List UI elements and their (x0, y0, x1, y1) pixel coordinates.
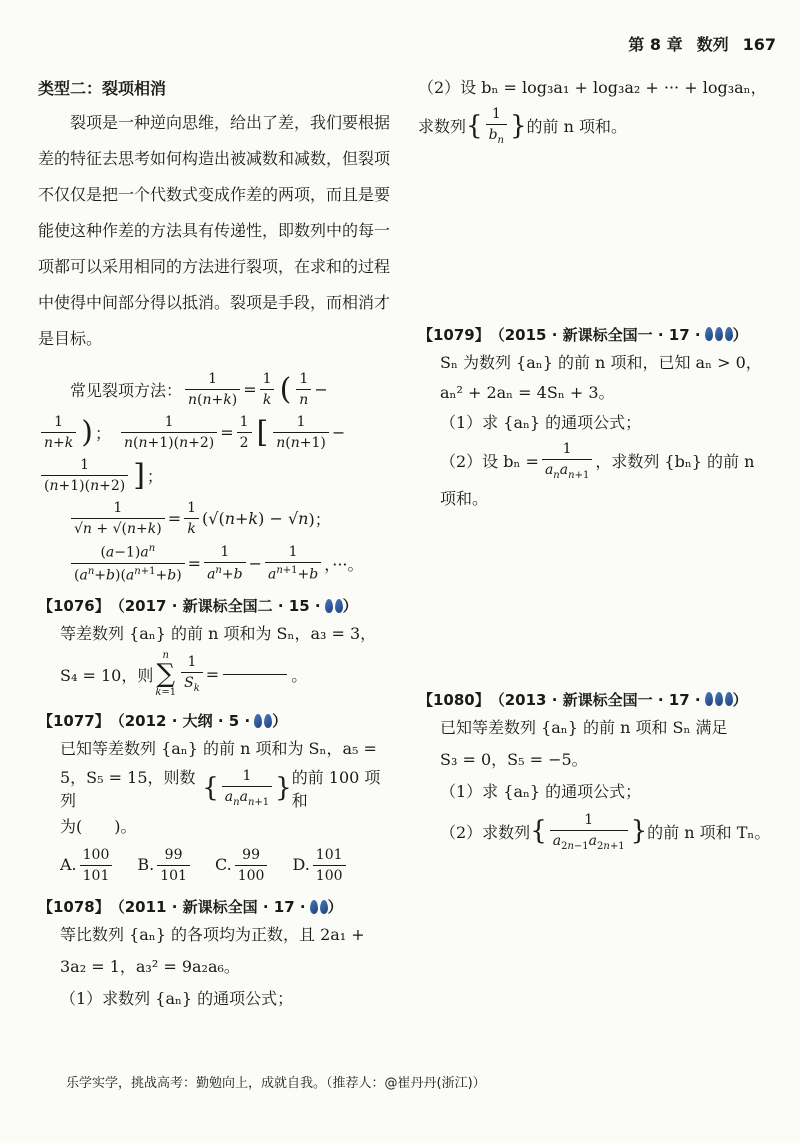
difficulty-icon (725, 692, 733, 706)
answer-blank[interactable] (223, 674, 287, 675)
option-a[interactable]: A. $\frac{100}{101}$ (60, 847, 115, 884)
problem-id: 【1079】 (418, 325, 490, 344)
difficulty-icon (715, 692, 723, 706)
right-column (418, 76, 778, 851)
difficulty-icons (703, 692, 733, 706)
difficulty-icon (264, 714, 272, 728)
difficulty-icons (323, 599, 343, 613)
difficulty-icon (715, 327, 723, 341)
formula-2: $\frac{1}{n+k}$ ) ； $\frac{1}{n(n+1)(n+2)}$ = $\frac{1}{2}$ [ $\frac{1}{n(n+1)}$ − (38, 414, 390, 451)
problem-1079-part-1: （1）求 {aₙ} 的通项公式； (440, 412, 642, 432)
problem-1076-text-1: 等差数列 {aₙ} 的前 n 项和为 Sₙ，a₃ = 3， (60, 624, 377, 644)
chapter-title: 数列 (696, 35, 729, 54)
problem-1077-header: 【1077】 （2012 · 大纲 · 5 · ） (38, 712, 288, 731)
formula-5: $\frac{(a-1)a^n}{(a^n+b)(a^{n+1}+b)}$ = $\frac{1}{a^n+b}$ − $\frac{1}{a^{n+1}+b}$ ，···。 (68, 543, 390, 583)
problem-text: 的前 100 项和 (291, 768, 381, 811)
difficulty-icon (705, 692, 713, 706)
problem-text: 求数列 (418, 117, 467, 137)
problem-text: 5，S₅ = 15，则数列 (60, 768, 196, 811)
problem-1079-text-2: aₙ² + 2aₙ = 4Sₙ + 3。 (440, 382, 615, 402)
problem-1080-header: 【1080】 （2013 · 新课标全国一 · 17 · ） (418, 690, 748, 709)
problem-id: 【1077】 (38, 712, 110, 731)
problem-id: 【1080】 (418, 690, 490, 709)
difficulty-icons (308, 900, 328, 914)
problem-1078-text-1: 等比数列 {aₙ} 的各项均为正数，且 2a₁ + (60, 925, 365, 945)
problem-1079-part-2: （2）设 bₙ = $\frac{1}{a_na_{n+1}}$ ，求数列 {bₙ} 的前 n (440, 440, 755, 481)
difficulty-icons (703, 327, 733, 341)
page-footer: 乐学实学，挑战高考：勤勉向上，成就自我。（推荐人：@崔丹丹(浙江)） (66, 1076, 486, 1091)
problem-text: 的前 n 项和 Tₙ。 (647, 822, 771, 842)
problem-1079-header: 【1079】 （2015 · 新课标全国一 · 17 · ） (418, 325, 748, 344)
formula-3: $\frac{1}{(n+1)(n+2)}$ ] ； (38, 457, 390, 494)
problem-1080-text-1: 已知等差数列 {aₙ} 的前 n 项和 Sₙ 满足 (440, 717, 728, 737)
difficulty-icons (252, 714, 272, 728)
difficulty-icon (254, 714, 262, 728)
problem-id: 【1076】 (38, 597, 110, 616)
problem-1076-text-2: S₄ = 10，则 n ∑ k=1 $\frac{1}{S_k}$ = 。 (60, 650, 308, 699)
problem-1080-part-2: （2）求数列 { $\frac{1}{a_{2n-1}a_{2n+1}}$ } 的前 n 项和 Tₙ。 (440, 811, 771, 852)
problem-1077-text-3: 为( )。 (60, 817, 137, 837)
problem-text: （2）求数列 (440, 822, 531, 842)
problem-text: 的前 n 项和。 (526, 117, 628, 137)
problem-source: （2015 · 新课标全国一 · 17 · (489, 325, 701, 344)
answer-options (60, 847, 390, 884)
left-column (38, 76, 390, 1011)
page-header (628, 32, 776, 55)
problem-1078-part-1: （1）求数列 {aₙ} 的通项公式； (60, 989, 294, 1009)
difficulty-icon (335, 599, 343, 613)
difficulty-icon (705, 327, 713, 341)
difficulty-icon (325, 599, 333, 613)
problem-text: S₄ = 10，则 (60, 665, 154, 685)
problem-1078-text-2: 3a₂ = 1，a₃² = 9a₂a₆。 (60, 957, 240, 977)
problem-text: （2）设 bₙ = (440, 452, 539, 472)
methods-label: 常见裂项方法： (70, 381, 183, 400)
problem-1078-header: 【1078】 （2011 · 新课标全国 · 17 · ） (38, 898, 343, 917)
problem-source: （2013 · 新课标全国一 · 17 · (489, 690, 701, 709)
problem-1079-part-2-end: 项和。 (440, 488, 489, 508)
problem-1079-text-1: Sₙ 为数列 {aₙ} 的前 n 项和，已知 aₙ > 0， (440, 352, 762, 372)
problem-text: ，求数列 {bₙ} 的前 n (595, 452, 755, 472)
difficulty-icon (320, 900, 328, 914)
problem-1078-part-2-cont: 求数列 { $\frac{1}{b_n}$ } 的前 n 项和。 (418, 106, 628, 146)
chapter-number: 第 8 章 (628, 35, 683, 54)
problem-1076-header: 【1076】 （2017 · 新课标全国二 · 15 · ） (38, 597, 358, 616)
section-title: 类型二：裂项相消 (38, 79, 167, 98)
option-b[interactable]: B. $\frac{99}{101}$ (137, 847, 193, 884)
difficulty-icon (725, 327, 733, 341)
problem-source: （2011 · 新课标全国 · 17 · (109, 898, 306, 917)
formula-1: 常见裂项方法： $\frac{1}{n(n+k)}$ = $\frac{1}{k}$ ( $\frac{1}{n}$ − (70, 371, 328, 408)
problem-id: 【1078】 (38, 898, 110, 917)
option-c[interactable]: C. $\frac{99}{100}$ (215, 847, 271, 884)
problem-1080-text-2: S₃ = 0，S₅ = −5。 (440, 749, 588, 769)
difficulty-icon (310, 900, 318, 914)
problem-text: 。 (291, 665, 308, 685)
problem-1077-text-1: 已知等差数列 {aₙ} 的前 n 项和为 Sₙ，a₅ = (60, 739, 377, 759)
problem-1080-part-1: （1）求 {aₙ} 的通项公式； (440, 781, 642, 801)
page-number: 167 (742, 35, 776, 54)
problem-1077-text-2: 5，S₅ = 15，则数列 { $\frac{1}{a_na_{n+1}}$ } 的前 100 项和 (60, 765, 390, 811)
problem-1078-part-2: （2）设 bₙ = log₃a₁ + log₃a₂ + ··· + log₃aₙ， (418, 78, 767, 97)
option-d[interactable]: D. $\frac{101}{100}$ (292, 847, 348, 884)
formula-4: $\frac{1}{√n + √(n+k)}$ = $\frac{1}{k}$ (√( n + k ) − √ n )； (68, 500, 390, 537)
section-paragraph: 裂项是一种逆向思维，给出了差，我们要根据差的特征去思考如何构造出被减数和减数，但裂项不仅仅是把一个代数式变成作差的两项，而且是要能使这种作差的方法具有传递性，即数列中的每一项都可以采用相同的方法进行裂项，在求和的过程中使得中间部分得以抵消。裂项是手段，而相消才是目标。 (38, 113, 391, 348)
problem-source: （2012 · 大纲 · 5 · (109, 712, 251, 731)
problem-source: （2017 · 新课标全国二 · 15 · (109, 597, 321, 616)
